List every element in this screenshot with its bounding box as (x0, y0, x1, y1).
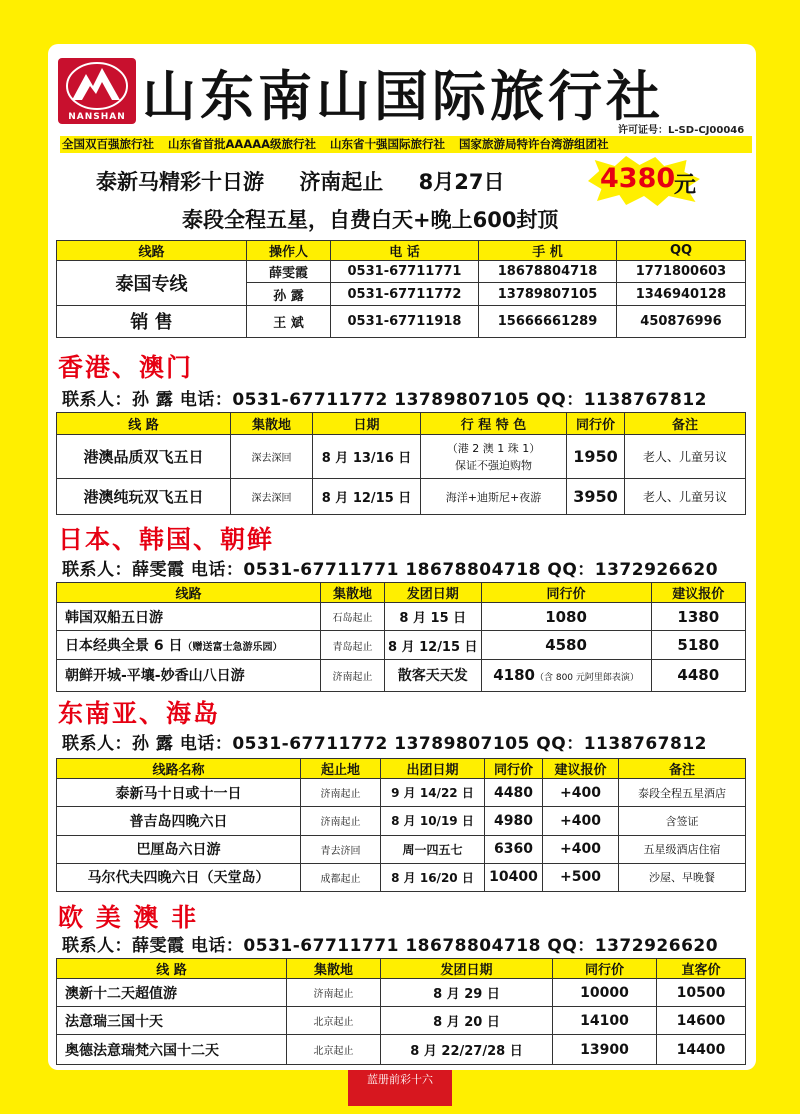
route: 港澳品质双飞五日 (57, 435, 231, 479)
table-header: 线 路 (57, 959, 287, 979)
table-header: QQ (617, 241, 746, 261)
table-header: 线路 (57, 241, 247, 261)
promo-route: 泰新马精彩十日游 (96, 170, 264, 194)
date: 8 月 15 日 (385, 603, 482, 631)
table-header: 出团日期 (381, 759, 485, 779)
hub: 青去济回 (301, 835, 381, 863)
honor-item: 国家旅游局特许台湾游组团社 (459, 137, 609, 151)
hub: 济南起止 (287, 979, 381, 1007)
license-number: 许可证号：L-SD-CJ00046 (618, 125, 745, 136)
date: 8 月 20 日 (381, 1007, 553, 1035)
honor-item: 山东省首批AAAAA级旅行社 (168, 137, 317, 151)
hub: 深去深回 (231, 479, 313, 515)
table-row (57, 479, 746, 515)
table-row (57, 305, 746, 337)
table-header: 发团日期 (385, 583, 482, 603)
qq: 1346940128 (617, 283, 746, 305)
honor-item: 全国双百强旅行社 (62, 137, 154, 151)
logo-text: NANSHAN (68, 112, 126, 122)
sea-table (56, 758, 746, 892)
table-header: 备注 (625, 413, 746, 435)
note: 老人、儿童另议 (625, 479, 746, 515)
hub: 青岛起止 (321, 631, 385, 659)
suggest-price: +500 (543, 863, 619, 891)
price: 1080 (481, 603, 651, 631)
route (57, 603, 321, 631)
table-row (57, 835, 746, 863)
route: 奥德法意瑞梵六国十二天 (57, 1035, 287, 1065)
table-header: 集散地 (287, 959, 381, 979)
route: 泰新马十日或十一日 (57, 779, 301, 807)
date: 8 月 16/20 日 (381, 863, 485, 891)
table-row (57, 979, 746, 1007)
mobile: 18678804718 (479, 261, 617, 283)
table-row (57, 1035, 746, 1065)
table-header: 同行价 (481, 583, 651, 603)
feature: 海洋+迪斯尼+夜游 (421, 479, 567, 515)
route: 普吉岛四晚六日 (57, 807, 301, 835)
suggest-price: +400 (543, 835, 619, 863)
contact-line-jk: 联系人：薛雯霞 电话：0531-67711771 18678804718 QQ：1372926620 (62, 560, 719, 580)
promo-price-unit: 元 (674, 173, 697, 198)
suggest-price: +400 (543, 779, 619, 807)
hub: 石岛起止 (321, 603, 385, 631)
table-header: 发团日期 (381, 959, 553, 979)
qq: 450876996 (617, 305, 746, 337)
route (57, 631, 321, 659)
table-row (57, 807, 746, 835)
date: 8 月 12/15 日 (385, 631, 482, 659)
section-title-jk: 日本、韩国、朝鲜 (58, 525, 275, 554)
note: 老人、儿童另议 (625, 435, 746, 479)
date: 8 月 10/19 日 (381, 807, 485, 835)
contacts-table (56, 240, 746, 338)
phone: 0531-67711772 (331, 283, 479, 305)
nanshan-logo (58, 58, 136, 124)
mobile: 13789807105 (479, 283, 617, 305)
price: 4480 (485, 779, 543, 807)
route-name: 朝鲜开城-平壤-妙香山八日游 (65, 668, 245, 685)
company-name: 山东南山国际旅行社 (142, 64, 664, 128)
table-header: 日期 (313, 413, 421, 435)
phone: 0531-67711918 (331, 305, 479, 337)
table-row (57, 779, 746, 807)
section-title-eu: 欧 美 澳 非 (58, 903, 199, 932)
hub: 济南起止 (321, 659, 385, 691)
price: 3950 (567, 479, 625, 515)
table-row (57, 603, 746, 631)
price: 4580 (481, 631, 651, 659)
price-value: 4180 (493, 666, 535, 685)
date: 8 月 29 日 (381, 979, 553, 1007)
contact-line-hk: 联系人：孙 露 电话：0531-67711772 13789807105 QQ：1138767812 (62, 390, 707, 410)
direct-price: 14600 (657, 1007, 746, 1035)
promo-line (96, 166, 532, 196)
route-note: （赠送富士急游乐园） (182, 642, 283, 654)
table-header: 电 话 (331, 241, 479, 261)
mountain-icon (58, 60, 136, 110)
suggest-price: 5180 (651, 631, 745, 659)
table-row (57, 1007, 746, 1035)
hub: 深去深回 (231, 435, 313, 479)
table-header: 建议报价 (651, 583, 745, 603)
route-name: 韩国双船五日游 (65, 609, 163, 626)
table-header: 直客价 (657, 959, 746, 979)
route: 港澳纯玩双飞五日 (57, 479, 231, 515)
line-name: 泰国专线 (57, 261, 247, 305)
route: 澳新十二天超值游 (57, 979, 287, 1007)
date: 散客天天发 (385, 659, 482, 691)
price: 6360 (485, 835, 543, 863)
contact-line-sea: 联系人：孙 露 电话：0531-67711772 13789807105 QQ：1138767812 (62, 734, 707, 754)
table-header: 建议报价 (543, 759, 619, 779)
route (57, 659, 321, 691)
table-row (57, 863, 746, 891)
direct-price: 14400 (657, 1035, 746, 1065)
direct-price: 10500 (657, 979, 746, 1007)
route: 巴厘岛六日游 (57, 835, 301, 863)
honor-item: 山东省十强国际旅行社 (330, 137, 446, 151)
price: 10000 (553, 979, 657, 1007)
promo-date: 8月27日 (418, 170, 505, 194)
table-row (57, 435, 746, 479)
table-header: 同行价 (485, 759, 543, 779)
operator: 孙 露 (247, 283, 331, 305)
suggest-price: 4480 (651, 659, 745, 691)
jk-table (56, 582, 746, 692)
table-header: 线 路 (57, 413, 231, 435)
table-header: 同行价 (567, 413, 625, 435)
hub: 成都起止 (301, 863, 381, 891)
hub: 北京起止 (287, 1035, 381, 1065)
note: 五星级酒店住宿 (619, 835, 746, 863)
table-header: 集散地 (321, 583, 385, 603)
price: 14100 (553, 1007, 657, 1035)
route: 马尔代夫四晚六日（天堂岛） (57, 863, 301, 891)
feature (421, 435, 567, 479)
date: 8 月 22/27/28 日 (381, 1035, 553, 1065)
date: 8 月 13/16 日 (313, 435, 421, 479)
hub: 济南起止 (301, 779, 381, 807)
promo-origin: 济南起止 (299, 170, 384, 194)
table-header: 集散地 (231, 413, 313, 435)
hub: 北京起止 (287, 1007, 381, 1035)
price-note: （含 800 元阿里郎表演） (534, 673, 639, 684)
route: 法意瑞三国十天 (57, 1007, 287, 1035)
price: 10400 (485, 863, 543, 891)
suggest-price: 1380 (651, 603, 745, 631)
promo-price: 4380 (600, 163, 676, 194)
table-row (57, 261, 746, 283)
feature-line: 保证不强迫购物 (455, 458, 532, 472)
section-title-sea: 东南亚、海岛 (58, 699, 221, 728)
table-row (57, 631, 746, 659)
operator: 王 斌 (247, 305, 331, 337)
feature-line: （港 2 澳 1 珠 1） (446, 441, 541, 455)
note: 泰段全程五星酒店 (619, 779, 746, 807)
table-header: 线路 (57, 583, 321, 603)
table-header: 操作人 (247, 241, 331, 261)
table-header: 行 程 特 色 (421, 413, 567, 435)
honors-bar (60, 136, 752, 153)
footer-label: 蓝册前彩十六 (348, 1070, 452, 1106)
operator: 薛雯霞 (247, 261, 331, 283)
line-name: 销 售 (57, 305, 247, 337)
note: 含签证 (619, 807, 746, 835)
table-header: 手 机 (479, 241, 617, 261)
eu-table (56, 958, 746, 1065)
contact-line-eu: 联系人：薛雯霞 电话：0531-67711771 18678804718 QQ：1372926620 (62, 936, 719, 956)
phone: 0531-67711771 (331, 261, 479, 283)
table-header: 同行价 (553, 959, 657, 979)
section-title-hk: 香港、澳门 (58, 353, 194, 382)
note: 沙屋、早晚餐 (619, 863, 746, 891)
price: 13900 (553, 1035, 657, 1065)
table-header: 备注 (619, 759, 746, 779)
route-name: 日本经典全景 6 日 (65, 638, 183, 655)
table-row (57, 659, 746, 691)
hub: 济南起止 (301, 807, 381, 835)
suggest-price: +400 (543, 807, 619, 835)
price (481, 659, 651, 691)
hk-table (56, 412, 746, 515)
date: 9 月 14/22 日 (381, 779, 485, 807)
mobile: 15666661289 (479, 305, 617, 337)
table-header: 起止地 (301, 759, 381, 779)
price: 4980 (485, 807, 543, 835)
price: 1950 (567, 435, 625, 479)
date: 8 月 12/15 日 (313, 479, 421, 515)
qq: 1771800603 (617, 261, 746, 283)
date: 周一四五七 (381, 835, 485, 863)
promo-subtitle: 泰段全程五星，自费白天+晚上600封顶 (182, 208, 559, 232)
table-header: 线路名称 (57, 759, 301, 779)
